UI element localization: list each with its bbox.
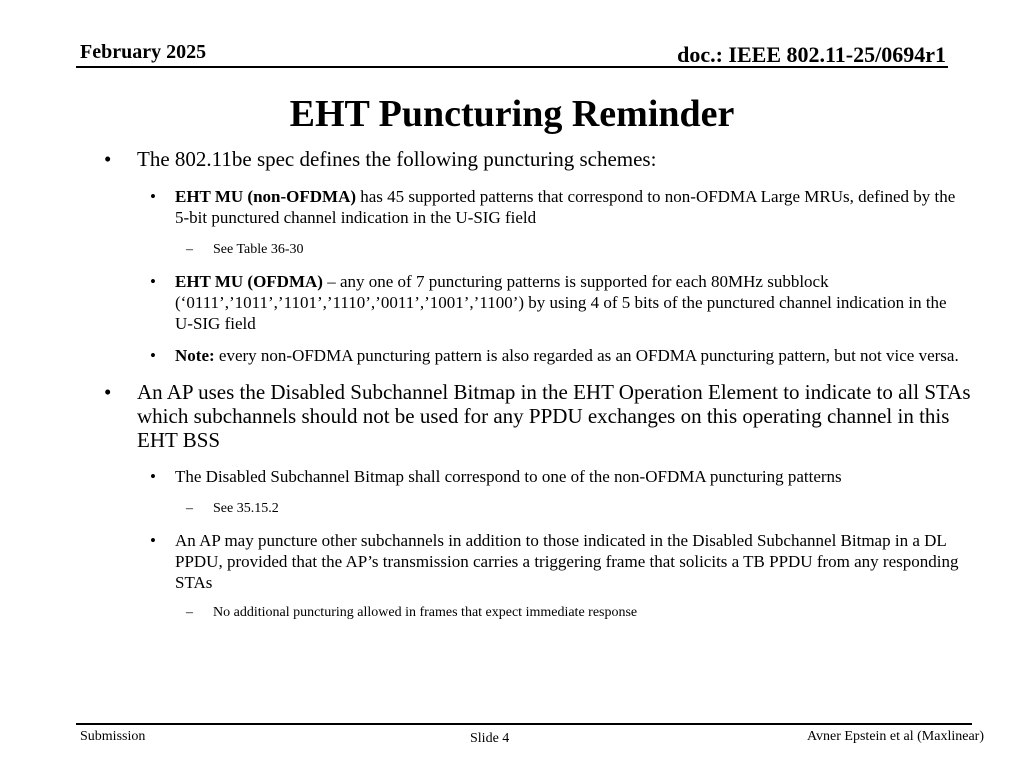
bullet-marker: • — [150, 187, 156, 206]
footer-divider — [76, 723, 972, 725]
header-doc-id: doc.: IEEE 802.11-25/0694r1 — [677, 42, 946, 67]
bullet-text: The 802.11be spec defines the following puncturing schemes: — [137, 147, 657, 171]
bullet-marker: • — [150, 531, 156, 550]
bullet-bold-lead: Note: — [175, 346, 215, 365]
footer-submission: Submission — [80, 729, 146, 744]
bullet-level2 — [0, 466, 1024, 487]
bullet-text: – any one of 7 puncturing patterns is supported for each 80MHz subblock (‘0111’,’1011’,’1101’,’1110’,’0011’,’1001’,’1100’) by using 4 of 5 bits of the punctured channel indication in the U-SIG field — [175, 272, 947, 333]
footer-author: Avner Epstein et al (Maxlinear) — [806, 729, 984, 744]
bullet-level1 — [0, 380, 1024, 452]
bullet-level3 — [0, 241, 1024, 259]
bullet-text: An AP uses the Disabled Subchannel Bitmap in the EHT Operation Element to indicate to all STAs which subchannels should not be used for any PPDU exchanges on this operating channel in this EHT BSS — [137, 380, 971, 452]
footer-slide-number: Slide 4 — [470, 731, 510, 746]
slide-title: EHT Puncturing Reminder — [289, 93, 735, 135]
bullet-marker: • — [104, 147, 112, 171]
dash-marker: – — [186, 605, 193, 620]
bullet-text: every non-OFDMA puncturing pattern is also regarded as an OFDMA puncturing pattern, but not vice versa. — [214, 346, 959, 365]
bullet-level2 — [0, 271, 1024, 334]
bullet-text: See 35.15.2 — [213, 501, 279, 516]
bullet-bold-lead: EHT MU (OFDMA) — [175, 272, 323, 291]
header-date: February 2025 — [80, 41, 207, 63]
bullet-marker: • — [150, 467, 156, 486]
dash-marker: – — [186, 242, 193, 257]
bullet-marker: • — [150, 272, 156, 291]
bullet-level3 — [0, 500, 1024, 518]
bullet-level2 — [0, 186, 1024, 228]
bullet-text: See Table 36-30 — [213, 242, 304, 257]
slide-body — [0, 147, 1024, 622]
bullet-level2 — [0, 530, 1024, 593]
bullet-bold-lead: EHT MU (non-OFDMA) — [175, 187, 357, 206]
header-divider — [76, 66, 948, 68]
bullet-level2 — [0, 345, 1024, 366]
bullet-level1 — [0, 147, 1024, 171]
bullet-level3 — [0, 604, 1024, 622]
bullet-text: An AP may puncture other subchannels in addition to those indicated in the Disabled Subchannel Bitmap in a DL PPDU, provided that the AP’s transmission carries a triggering frame that solicits a TB PPDU from any responding STAs — [175, 531, 959, 592]
bullet-text: No additional puncturing allowed in frames that expect immediate response — [213, 605, 638, 620]
bullet-marker: • — [150, 346, 156, 365]
bullet-marker: • — [104, 380, 112, 404]
dash-marker: – — [186, 501, 193, 516]
bullet-text: has 45 supported patterns that correspond to non-OFDMA Large MRUs, defined by the 5-bit punctured channel indication in the U-SIG field — [175, 187, 956, 227]
bullet-text: The Disabled Subchannel Bitmap shall correspond to one of the non-OFDMA puncturing patterns — [175, 467, 842, 486]
